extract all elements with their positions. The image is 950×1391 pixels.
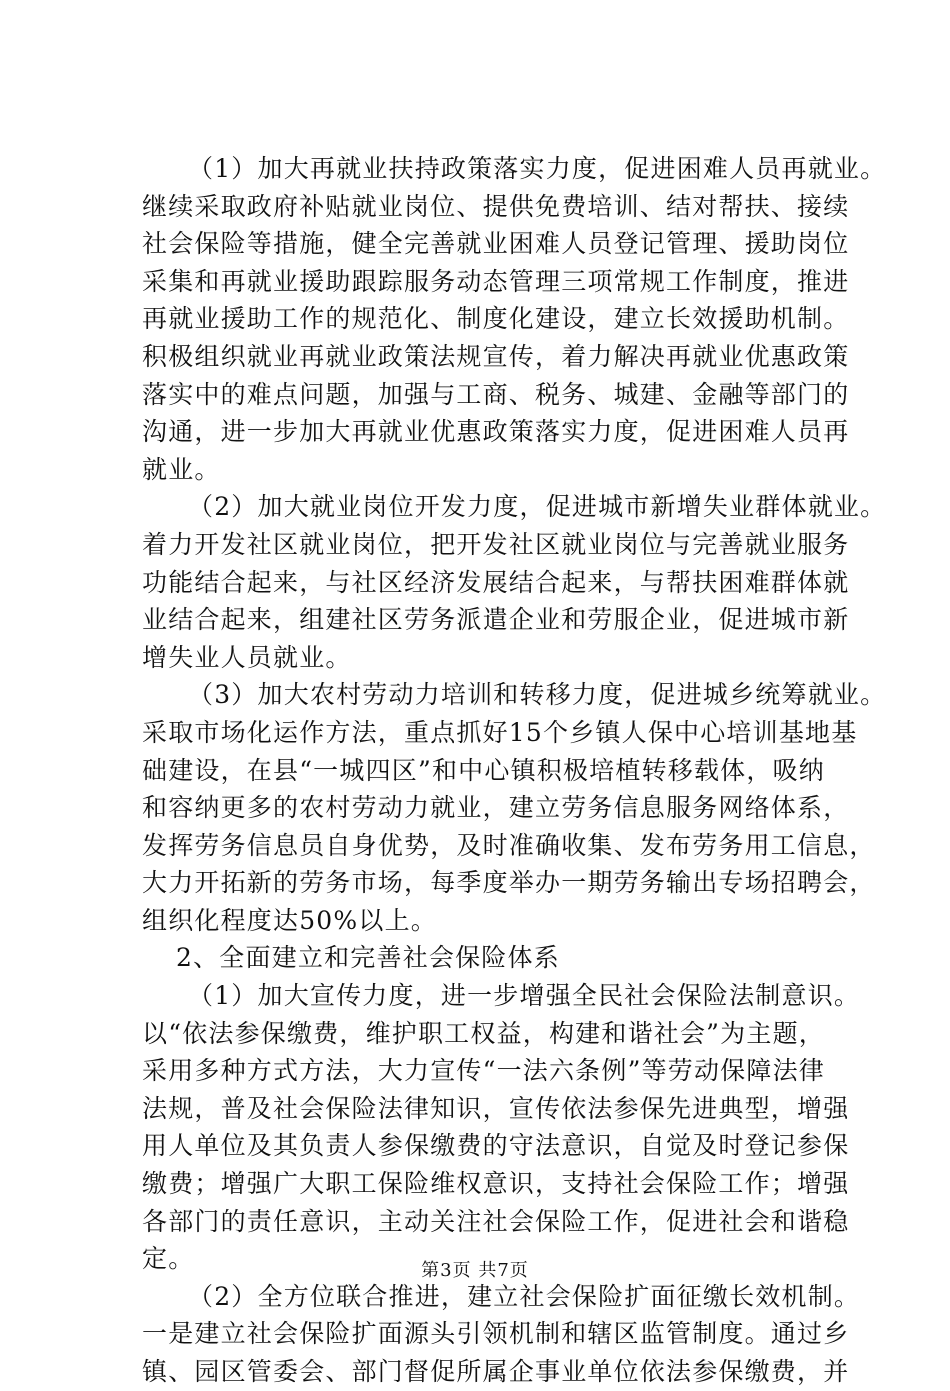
text-line: 组织化程度达50%以上。 [142, 905, 437, 935]
text-line: 就业。 [142, 454, 221, 484]
text-line: 础建设，在县“一城四区”和中心镇积极培植转移载体，吸纳 [142, 755, 825, 785]
text-line: （3）加大农村劳动力培训和转移力度，促进城乡统筹就业。 [188, 680, 887, 710]
text-line: 镇、园区管委会、部门督促所属企事业单位依法参保缴费，并 [142, 1357, 850, 1386]
text-line: 以“依法参保缴费，维护职工权益，构建和谐社会”为主题， [142, 1018, 825, 1048]
text-line: 各部门的责任意识，主动关注社会保险工作，促进社会和谐稳 [142, 1206, 850, 1236]
text-line: 沟通，进一步加大再就业优惠政策落实力度，促进困难人员再 [142, 417, 850, 447]
text-line: 缴费；增强广大职工保险维权意识，支持社会保险工作；增强 [142, 1169, 850, 1199]
text-line: 和容纳更多的农村劳动力就业，建立劳务信息服务网络体系， [142, 793, 850, 823]
text-line: 功能结合起来，与社区经济发展结合起来，与帮扶困难群体就 [142, 567, 850, 597]
text-line: 采取市场化运作方法，重点抓好15个乡镇人保中心培训基地基 [142, 717, 858, 747]
text-line: 定。 [142, 1244, 195, 1274]
text-line: 社会保险等措施，健全完善就业困难人员登记管理、援助岗位 [142, 229, 850, 259]
text-line: 采用多种方式方法，大力宣传“一法六条例”等劳动保障法律 [142, 1056, 825, 1086]
text-line: 业结合起来，组建社区劳务派遣企业和劳服企业，促进城市新 [142, 605, 850, 635]
text-line: 继续采取政府补贴就业岗位、提供免费培训、结对帮扶、接续 [142, 191, 850, 221]
text-line: 再就业援助工作的规范化、制度化建设，建立长效援助机制。 [142, 304, 850, 334]
text-line: （1）加大再就业扶持政策落实力度，促进困难人员再就业。 [188, 154, 887, 183]
text-line: 一是建立社会保险扩面源头引领机制和辖区监管制度。通过乡 [142, 1319, 850, 1349]
text-line: （2）加大就业岗位开发力度，促进城市新增失业群体就业。 [188, 492, 887, 522]
text-line: 2、全面建立和完善社会保险体系 [176, 943, 560, 973]
text-line: 着力开发社区就业岗位，把开发社区就业岗位与完善就业服务 [142, 529, 850, 559]
text-line: 用人单位及其负责人参保缴费的守法意识，自觉及时登记参保 [142, 1131, 850, 1161]
page-footer: 第3页 共7页 [421, 1260, 529, 1281]
text-line: 大力开拓新的劳务市场，每季度举办一期劳务输出专场招聘会， [142, 868, 876, 898]
text-line: 落实中的难点问题，加强与工商、税务、城建、金融等部门的 [142, 379, 850, 409]
text-line: 采集和再就业援助跟踪服务动态管理三项常规工作制度，推进 [142, 266, 850, 296]
text-line: （1）加大宣传力度，进一步增强全民社会保险法制意识。 [188, 981, 861, 1011]
text-line: 增失业人员就业。 [142, 642, 352, 672]
document-body [142, 150, 887, 1391]
text-line: 发挥劳务信息员自身优势，及时准确收集、发布劳务用工信息， [142, 830, 876, 860]
text-line: 积极组织就业再就业政策法规宣传，着力解决再就业优惠政策 [142, 341, 850, 371]
text-line: 法规，普及社会保险法律知识，宣传依法参保先进典型，增强 [142, 1093, 850, 1123]
text-line: （2）全方位联合推进，建立社会保险扩面征缴长效机制。 [188, 1281, 861, 1311]
